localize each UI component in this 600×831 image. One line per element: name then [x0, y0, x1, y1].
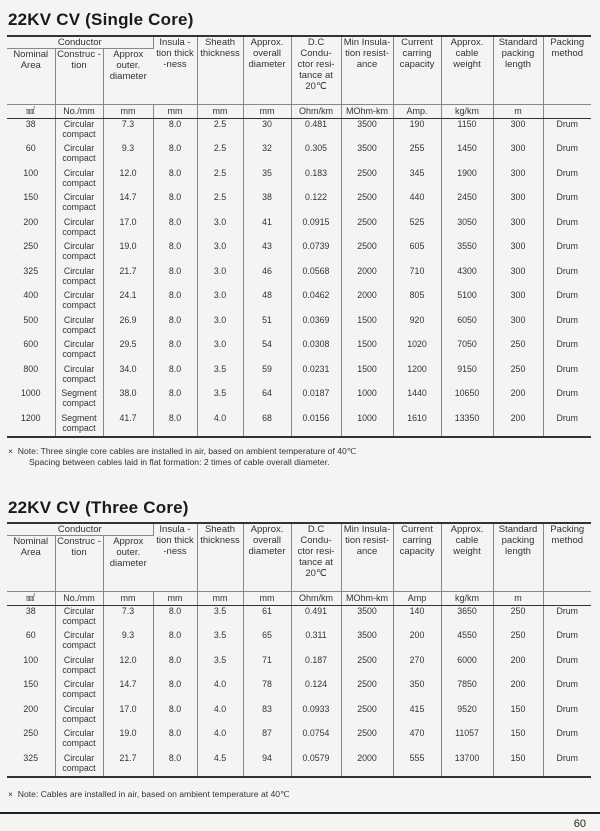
table-cell: 200 [7, 704, 55, 729]
table-cell: 2.5 [197, 168, 243, 193]
table-cell: 8.0 [153, 192, 197, 217]
table-cell: Circular compact [55, 679, 103, 704]
table-cell: 8.0 [153, 655, 197, 680]
table-cell: 0.183 [291, 168, 341, 193]
min-insulation-header: Min Insula- tion resist- ance [341, 36, 393, 105]
table-cell: 43 [243, 241, 291, 266]
table-cell: 1200 [393, 364, 441, 389]
table-cell: 2.5 [197, 143, 243, 168]
conductor-header: Conductor [7, 523, 153, 536]
table-cell: Drum [556, 388, 578, 398]
table-cell: Drum [556, 119, 578, 129]
table-row [7, 241, 591, 266]
table-cell: 30 [243, 119, 291, 144]
table-cell: 3.5 [197, 630, 243, 655]
units-row: ㎟ No./mm mm mm mm mm Ohm/km MOhm-km Amp. kg/km m [7, 105, 591, 119]
table-cell: Drum [556, 703, 578, 714]
table-cell: 8.0 [153, 388, 197, 413]
table-cell: 1150 [441, 119, 493, 144]
table-row [7, 217, 591, 242]
table-cell: 29.5 [103, 339, 153, 364]
table-cell: Drum [556, 314, 578, 325]
table-cell: 94 [243, 753, 291, 778]
table-row [7, 315, 591, 340]
table-cell: 14.7 [103, 192, 153, 217]
table-cell: Drum [556, 265, 578, 276]
table-cell: 3.5 [197, 606, 243, 631]
table-row [7, 606, 591, 631]
table-cell: 250 [7, 241, 55, 266]
table-cell: Drum [556, 143, 578, 153]
table-cell: 1000 [7, 388, 55, 413]
table-cell: 0.0754 [291, 728, 341, 753]
table-cell: Drum [556, 630, 578, 640]
table-cell: 13350 [441, 413, 493, 438]
table-cell: 555 [393, 753, 441, 778]
table-cell: 2.5 [197, 192, 243, 217]
table-cell: 150 [493, 728, 543, 753]
table-cell: Circular compact [55, 192, 103, 217]
table-cell: Circular compact [55, 364, 103, 389]
table-cell: 3500 [341, 143, 393, 168]
table-cell: 61 [243, 606, 291, 631]
table-cell: 0.481 [291, 119, 341, 144]
table-cell: 200 [493, 679, 543, 704]
table-cell: 12.0 [103, 655, 153, 680]
table-cell: 21.7 [103, 753, 153, 778]
table-cell: 1440 [393, 388, 441, 413]
table-cell: 250 [493, 630, 543, 655]
table-cell: 300 [493, 290, 543, 315]
table-row [7, 364, 591, 389]
single-core-note: × Note: Three single core cables are installed in air, based on ambient temperature of 40℃ Spacing between cables laid in flat formation: 2 times of cable overall diameter. [8, 446, 357, 467]
table-cell: Segment compact [55, 413, 103, 438]
table-cell: Segment compact [55, 388, 103, 413]
table-cell: 8.0 [153, 266, 197, 291]
table-cell: 0.491 [291, 606, 341, 631]
table-cell: 2500 [341, 168, 393, 193]
table-cell: Circular compact [55, 339, 103, 364]
construction-header: Construc -tion [55, 49, 103, 105]
table-cell: Drum [556, 339, 578, 349]
table-cell: 24.1 [103, 290, 153, 315]
table-cell: 8.0 [153, 364, 197, 389]
table-cell: 325 [7, 266, 55, 291]
table-cell: 3550 [441, 241, 493, 266]
table-cell: 1500 [341, 315, 393, 340]
table-cell: 2500 [341, 217, 393, 242]
dc-resistance-header: D.C Condu- ctor resi- tance at 20℃ [291, 36, 341, 105]
table-cell: 0.0915 [291, 217, 341, 242]
table-cell: Circular compact [55, 241, 103, 266]
table-cell: Drum [556, 728, 578, 738]
table-cell: 0.0308 [291, 339, 341, 364]
table-cell: 8.0 [153, 606, 197, 631]
table-row [7, 266, 591, 291]
table-cell: 300 [493, 266, 543, 291]
table-cell: 8.0 [153, 143, 197, 168]
table-cell: 2500 [341, 192, 393, 217]
table-cell: 1450 [441, 143, 493, 168]
table-row [7, 388, 591, 413]
table-cell: 1500 [341, 339, 393, 364]
table-cell: 0.311 [291, 630, 341, 655]
table-cell: 4.0 [197, 728, 243, 753]
table-cell: 34.0 [103, 364, 153, 389]
table-cell: Drum [556, 752, 578, 763]
table-cell: Drum [556, 290, 578, 300]
table-cell: 7.3 [103, 119, 153, 144]
nominal-area-header: Nominal Area [7, 49, 55, 105]
table-cell: Drum [556, 606, 578, 616]
table-cell: 300 [493, 217, 543, 242]
table-cell: 100 [7, 655, 55, 680]
conductor-header: Conductor [7, 36, 153, 49]
table-cell: 200 [393, 630, 441, 655]
table-cell: 7.3 [103, 606, 153, 631]
table-cell: 46 [243, 266, 291, 291]
table-cell: 1900 [441, 168, 493, 193]
table-cell: 710 [393, 266, 441, 291]
table-cell: 8.0 [153, 241, 197, 266]
table-cell: 3.0 [197, 217, 243, 242]
table-cell: 1610 [393, 413, 441, 438]
table-cell: 38 [7, 119, 55, 144]
min-insulation-header: Min Insula- tion resist- ance [341, 523, 393, 592]
table-cell: 3.5 [197, 388, 243, 413]
table-cell: 87 [243, 728, 291, 753]
three-core-note: × Note: Cables are installed in air, based on ambient temperature at 40℃ [8, 789, 290, 799]
table-cell: 8.0 [153, 168, 197, 193]
table-cell: 270 [393, 655, 441, 680]
table-cell: Circular compact [55, 290, 103, 315]
insulation-header: Insula -tion thick -ness [153, 523, 197, 592]
table-cell: 8.0 [153, 315, 197, 340]
packing-length-header: Standard packing length [493, 523, 543, 592]
table-cell: 48 [243, 290, 291, 315]
table-cell: 10650 [441, 388, 493, 413]
table-cell: 150 [493, 753, 543, 778]
table-cell: 4550 [441, 630, 493, 655]
table-cell: Circular compact [55, 704, 103, 729]
table-cell: 8.0 [153, 753, 197, 778]
packing-method-header: Packing method [550, 37, 585, 59]
table-cell: 8.0 [153, 339, 197, 364]
insulation-header: Insula -tion thick -ness [153, 36, 197, 105]
table-row [7, 192, 591, 217]
table-cell: 920 [393, 315, 441, 340]
table-cell: Circular compact [55, 630, 103, 655]
table-cell: 200 [493, 413, 543, 438]
table-cell: Circular compact [55, 606, 103, 631]
table-cell: 250 [7, 728, 55, 753]
table-cell: 0.122 [291, 192, 341, 217]
table-cell: Drum [556, 679, 578, 689]
table-cell: 26.9 [103, 315, 153, 340]
table-cell: 8.0 [153, 217, 197, 242]
table-cell: 4300 [441, 266, 493, 291]
table-cell: 3500 [341, 630, 393, 655]
table-cell: Circular compact [55, 266, 103, 291]
table-cell: 345 [393, 168, 441, 193]
table-cell: 21.7 [103, 266, 153, 291]
table-cell: 3.0 [197, 241, 243, 266]
table-cell: 19.0 [103, 728, 153, 753]
table-cell: 9.3 [103, 630, 153, 655]
packing-method-header: Packing method [550, 524, 585, 546]
table-cell: Drum [556, 192, 578, 202]
table-cell: 200 [7, 217, 55, 242]
table-cell: 9150 [441, 364, 493, 389]
table-cell: 0.0369 [291, 315, 341, 340]
table-cell: 4.5 [197, 753, 243, 778]
table-cell: 7850 [441, 679, 493, 704]
table-row [7, 290, 591, 315]
table-cell: Circular compact [55, 168, 103, 193]
table-cell: 300 [493, 241, 543, 266]
single-core-title: 22KV CV (Single Core) [8, 10, 194, 29]
table-cell: 32 [243, 143, 291, 168]
footer-rule [0, 812, 600, 814]
table-cell: 3500 [341, 606, 393, 631]
table-cell: 0.0933 [291, 704, 341, 729]
table-cell: 59 [243, 364, 291, 389]
single-core-table [7, 35, 591, 438]
table-cell: 100 [7, 168, 55, 193]
table-cell: Drum [556, 654, 578, 665]
table-cell: 60 [7, 630, 55, 655]
table-cell: 5100 [441, 290, 493, 315]
table-cell: 17.0 [103, 704, 153, 729]
table-cell: 0.0231 [291, 364, 341, 389]
table-cell: 3.5 [197, 364, 243, 389]
table-cell: 3.5 [197, 655, 243, 680]
table-cell: Drum [556, 167, 578, 178]
table-cell: 4.0 [197, 679, 243, 704]
table-cell: 470 [393, 728, 441, 753]
overall-diameter-header: Approx. overall diameter [243, 523, 291, 592]
nominal-area-header: Nominal Area [7, 536, 55, 592]
table-cell: 78 [243, 679, 291, 704]
cable-weight-header: Approx. cable weight [441, 523, 493, 592]
table-cell: 500 [7, 315, 55, 340]
table-row [7, 704, 591, 729]
table-cell: 9520 [441, 704, 493, 729]
table-cell: 350 [393, 679, 441, 704]
table-cell: 12.0 [103, 168, 153, 193]
table-row [7, 753, 591, 778]
table-cell: 0.0568 [291, 266, 341, 291]
table-cell: 0.0739 [291, 241, 341, 266]
units-row: ㎟ No./mm mm mm mm mm Ohm/km MOhm-km Amp kg/km m [7, 592, 591, 606]
table-cell: 2000 [341, 266, 393, 291]
table-cell: Drum [556, 363, 578, 374]
table-cell: 8.0 [153, 413, 197, 438]
table-cell: 0.0462 [291, 290, 341, 315]
table-cell: 0.305 [291, 143, 341, 168]
table-cell: 38 [7, 606, 55, 631]
table-cell: 35 [243, 168, 291, 193]
table-cell: 71 [243, 655, 291, 680]
table-cell: Drum [556, 241, 578, 251]
table-cell: 51 [243, 315, 291, 340]
table-cell: 150 [493, 704, 543, 729]
table-cell: 325 [7, 753, 55, 778]
table-cell: 2500 [341, 704, 393, 729]
table-cell: 13700 [441, 753, 493, 778]
table-cell: 2500 [341, 728, 393, 753]
table-cell: 2500 [341, 655, 393, 680]
table-cell: 1020 [393, 339, 441, 364]
table-cell: 8.0 [153, 290, 197, 315]
table-row [7, 655, 591, 680]
overall-diameter-header: Approx. overall diameter [243, 36, 291, 105]
table-cell: 300 [493, 315, 543, 340]
table-cell: 7050 [441, 339, 493, 364]
table-cell: 38.0 [103, 388, 153, 413]
table-cell: 68 [243, 413, 291, 438]
table-row [7, 630, 591, 655]
table-cell: 600 [7, 339, 55, 364]
table-cell: 2500 [341, 679, 393, 704]
table-row [7, 339, 591, 364]
table-cell: 800 [7, 364, 55, 389]
table-cell: 64 [243, 388, 291, 413]
table-cell: 8.0 [153, 728, 197, 753]
sheath-header: Sheath thickness [197, 36, 243, 105]
table-cell: 14.7 [103, 679, 153, 704]
table-cell: 4.0 [197, 704, 243, 729]
table-cell: Circular compact [55, 655, 103, 680]
packing-length-header: Standard packing length [493, 36, 543, 105]
table-cell: Circular compact [55, 217, 103, 242]
table-cell: 255 [393, 143, 441, 168]
table-cell: 41.7 [103, 413, 153, 438]
table-cell: 8.0 [153, 704, 197, 729]
table-cell: 3.0 [197, 315, 243, 340]
table-row [7, 413, 591, 438]
table-cell: 0.0156 [291, 413, 341, 438]
table-cell: 1500 [341, 364, 393, 389]
table-cell: Drum [556, 216, 578, 227]
table-cell: 3.0 [197, 290, 243, 315]
table-cell: Circular compact [55, 143, 103, 168]
table-cell: Circular compact [55, 728, 103, 753]
table-cell: 0.124 [291, 679, 341, 704]
table-cell: 525 [393, 217, 441, 242]
sheath-header: Sheath thickness [197, 523, 243, 592]
cable-weight-header: Approx. cable weight [441, 36, 493, 105]
table-cell: 300 [493, 119, 543, 144]
table-row [7, 168, 591, 193]
table-cell: 200 [493, 655, 543, 680]
table-cell: 11057 [441, 728, 493, 753]
table-cell: 2.5 [197, 119, 243, 144]
table-cell: 250 [493, 364, 543, 389]
table-cell: 6050 [441, 315, 493, 340]
table-cell: 150 [7, 679, 55, 704]
construction-header: Construc -tion [55, 536, 103, 592]
table-cell: 190 [393, 119, 441, 144]
table-cell: 3.0 [197, 339, 243, 364]
table-cell: Drum [556, 412, 578, 423]
table-cell: 300 [493, 168, 543, 193]
table-cell: 1200 [7, 413, 55, 438]
table-cell: 83 [243, 704, 291, 729]
current-capacity-header: Current carring capacity [393, 523, 441, 592]
table-row [7, 119, 591, 144]
table-cell: 8.0 [153, 630, 197, 655]
table-cell: 6000 [441, 655, 493, 680]
table-cell: 60 [7, 143, 55, 168]
table-cell: 2000 [341, 290, 393, 315]
table-cell: 0.0187 [291, 388, 341, 413]
table-cell: 2500 [341, 241, 393, 266]
table-cell: 300 [493, 192, 543, 217]
table-cell: 2450 [441, 192, 493, 217]
table-cell: 300 [493, 143, 543, 168]
table-cell: 3050 [441, 217, 493, 242]
table-cell: 605 [393, 241, 441, 266]
table-row [7, 728, 591, 753]
table-cell: 8.0 [153, 679, 197, 704]
current-capacity-header: Current carring capacity [393, 36, 441, 105]
table-cell: 3650 [441, 606, 493, 631]
table-cell: 2000 [341, 753, 393, 778]
table-cell: Circular compact [55, 753, 103, 778]
table-row [7, 679, 591, 704]
table-cell: 140 [393, 606, 441, 631]
table-cell: 250 [493, 606, 543, 631]
table-cell: 19.0 [103, 241, 153, 266]
table-cell: 0.187 [291, 655, 341, 680]
table-cell: 17.0 [103, 217, 153, 242]
three-core-title: 22KV CV (Three Core) [8, 498, 189, 517]
table-cell: Circular compact [55, 119, 103, 144]
table-cell: Circular compact [55, 315, 103, 340]
table-cell: 4.0 [197, 413, 243, 438]
table-cell: 65 [243, 630, 291, 655]
table-cell: 3.0 [197, 266, 243, 291]
table-cell: 1000 [341, 413, 393, 438]
table-cell: 8.0 [153, 119, 197, 144]
dc-resistance-header: D.C Condu- ctor resi- tance at 20℃ [291, 523, 341, 592]
table-cell: 0.0579 [291, 753, 341, 778]
table-cell: 41 [243, 217, 291, 242]
table-cell: 38 [243, 192, 291, 217]
table-cell: 200 [493, 388, 543, 413]
table-cell: 415 [393, 704, 441, 729]
table-row [7, 143, 591, 168]
page-number: 60 [573, 818, 586, 830]
table-cell: 250 [493, 339, 543, 364]
table-cell: 150 [7, 192, 55, 217]
outer-diameter-header: Approx outer. diameter [109, 536, 147, 569]
three-core-table [7, 522, 591, 778]
table-cell: 400 [7, 290, 55, 315]
table-cell: 1000 [341, 388, 393, 413]
table-cell: 54 [243, 339, 291, 364]
table-cell: 440 [393, 192, 441, 217]
outer-diameter-header: Approx outer. diameter [109, 49, 147, 82]
table-cell: 9.3 [103, 143, 153, 168]
table-cell: 805 [393, 290, 441, 315]
table-cell: 3500 [341, 119, 393, 144]
